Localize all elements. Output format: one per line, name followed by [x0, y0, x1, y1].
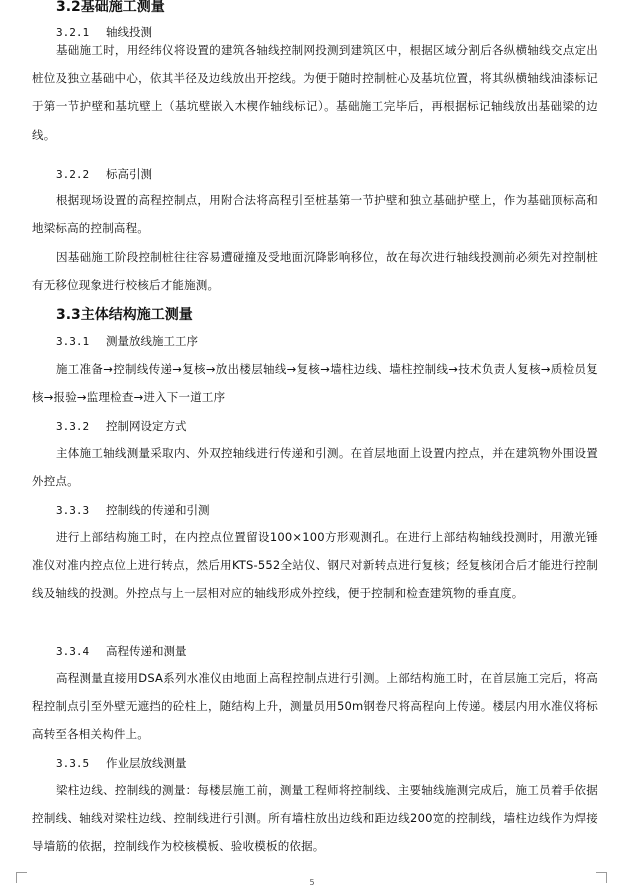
subsection-title: 高程传递和测量: [106, 644, 187, 658]
paragraph: 因基础施工阶段控制桩往往容易遭碰撞及受地面沉降影响移位，故在每次进行轴线投测前必须先对控制桩有无移位现象进行校核后才能施测。: [32, 250, 598, 293]
subsection-number: 3.3.2: [56, 420, 90, 433]
subsection-number: 3.3.4: [56, 645, 90, 658]
subsection-heading-3-3-3: [56, 502, 210, 519]
subsection-number: 3.2.1: [56, 26, 90, 39]
paragraph: 梁柱边线、控制线的测量：每楼层施工前，测量工程师将控制线、主要轴线施测完成后，施工员着手依据控制线、轴线对梁柱边线、控制线进行引测。所有墙柱放出边线和距边线200宽的控制线，墙柱边线作为焊接导墙筋的依据，控制线作为校核模板、验收模板的依据。: [32, 783, 598, 854]
subsection-heading-3-3-1: [56, 333, 198, 350]
subsection-title: 作业层放线测量: [106, 756, 187, 770]
paragraph: 根据现场设置的高程控制点，用附合法将高程引至桩基第一节护壁和独立基础护壁上，作为基础顶标高和地梁标高的控制高程。: [32, 193, 598, 236]
page-number: 5: [309, 878, 315, 887]
paragraph: 高程测量直接用DSA系列水准仪由地面上高程控制点进行引测。上部结构施工时，在首层施工完后，将高程控制点引至外壁无遮挡的砼柱上，随结构上升，测量员用50m钢卷尺将高程向上传递。楼层内用水准仪将标高转至各相关构件上。: [32, 671, 598, 742]
subsection-heading-3-3-2: [56, 418, 187, 435]
subsection-heading-3-3-5: [56, 755, 187, 772]
paragraph: 施工准备→控制线传递→复核→放出楼层轴线→复核→墙柱边线、墙柱控制线→技术负责人复核→质检员复核→报验→监理检查→进入下一道工序: [32, 362, 598, 405]
paragraph: 主体施工轴线测量采取内、外双控轴线进行传递和引测。在首层地面上设置内控点，并在建筑物外围设置外控点。: [32, 446, 598, 489]
subsection-heading-3-3-4: [56, 643, 187, 660]
section-heading-3-2: 3.2基础施工测量: [56, 0, 165, 15]
subsection-title: 测量放线施工工序: [106, 334, 198, 348]
subsection-title: 控制网设定方式: [106, 419, 187, 433]
subsection-number: 3.3.3: [56, 504, 90, 517]
subsection-number: 3.3.5: [56, 757, 90, 770]
subsection-title: 标高引测: [106, 167, 152, 181]
subsection-title: 控制线的传递和引测: [106, 503, 210, 517]
paragraph: 基础施工时，用经纬仪将设置的建筑各轴线控制网投测到建筑区中，根据区域分割后各纵横轴线交点定出桩位及独立基础中心，依其半径及边线放出开挖线。为便于随时控制桩心及基坑位置，将其纵横轴线油漆标记于第一节护壁和基坑壁上（基坑壁嵌入木楔作轴线标记）。基础施工完毕后，再根据标记轴线放出基础梁的边线。: [32, 43, 598, 142]
page-corner-mark-right: [596, 872, 607, 883]
paragraph: 进行上部结构施工时，在内控点位置留设100×100方形观测孔。在进行上部结构轴线投测时，用激光锤准仪对准内控点位上进行转点，然后用KTS-552全站仪、钢尺对新转点进行复核；经复核闭合后才能进行控制线及轴线的投测。外控点与上一层相对应的轴线形成外控线，便于控制和检查建筑物的垂直度。: [32, 530, 598, 601]
subsection-number: 3.3.1: [56, 335, 90, 348]
subsection-heading-3-2-2: [56, 166, 152, 183]
subsection-title: 轴线投测: [106, 25, 152, 39]
subsection-number: 3.2.2: [56, 168, 90, 181]
page-corner-mark-left: [16, 872, 27, 883]
section-heading-3-3: 3.3主体结构施工测量: [56, 307, 193, 323]
